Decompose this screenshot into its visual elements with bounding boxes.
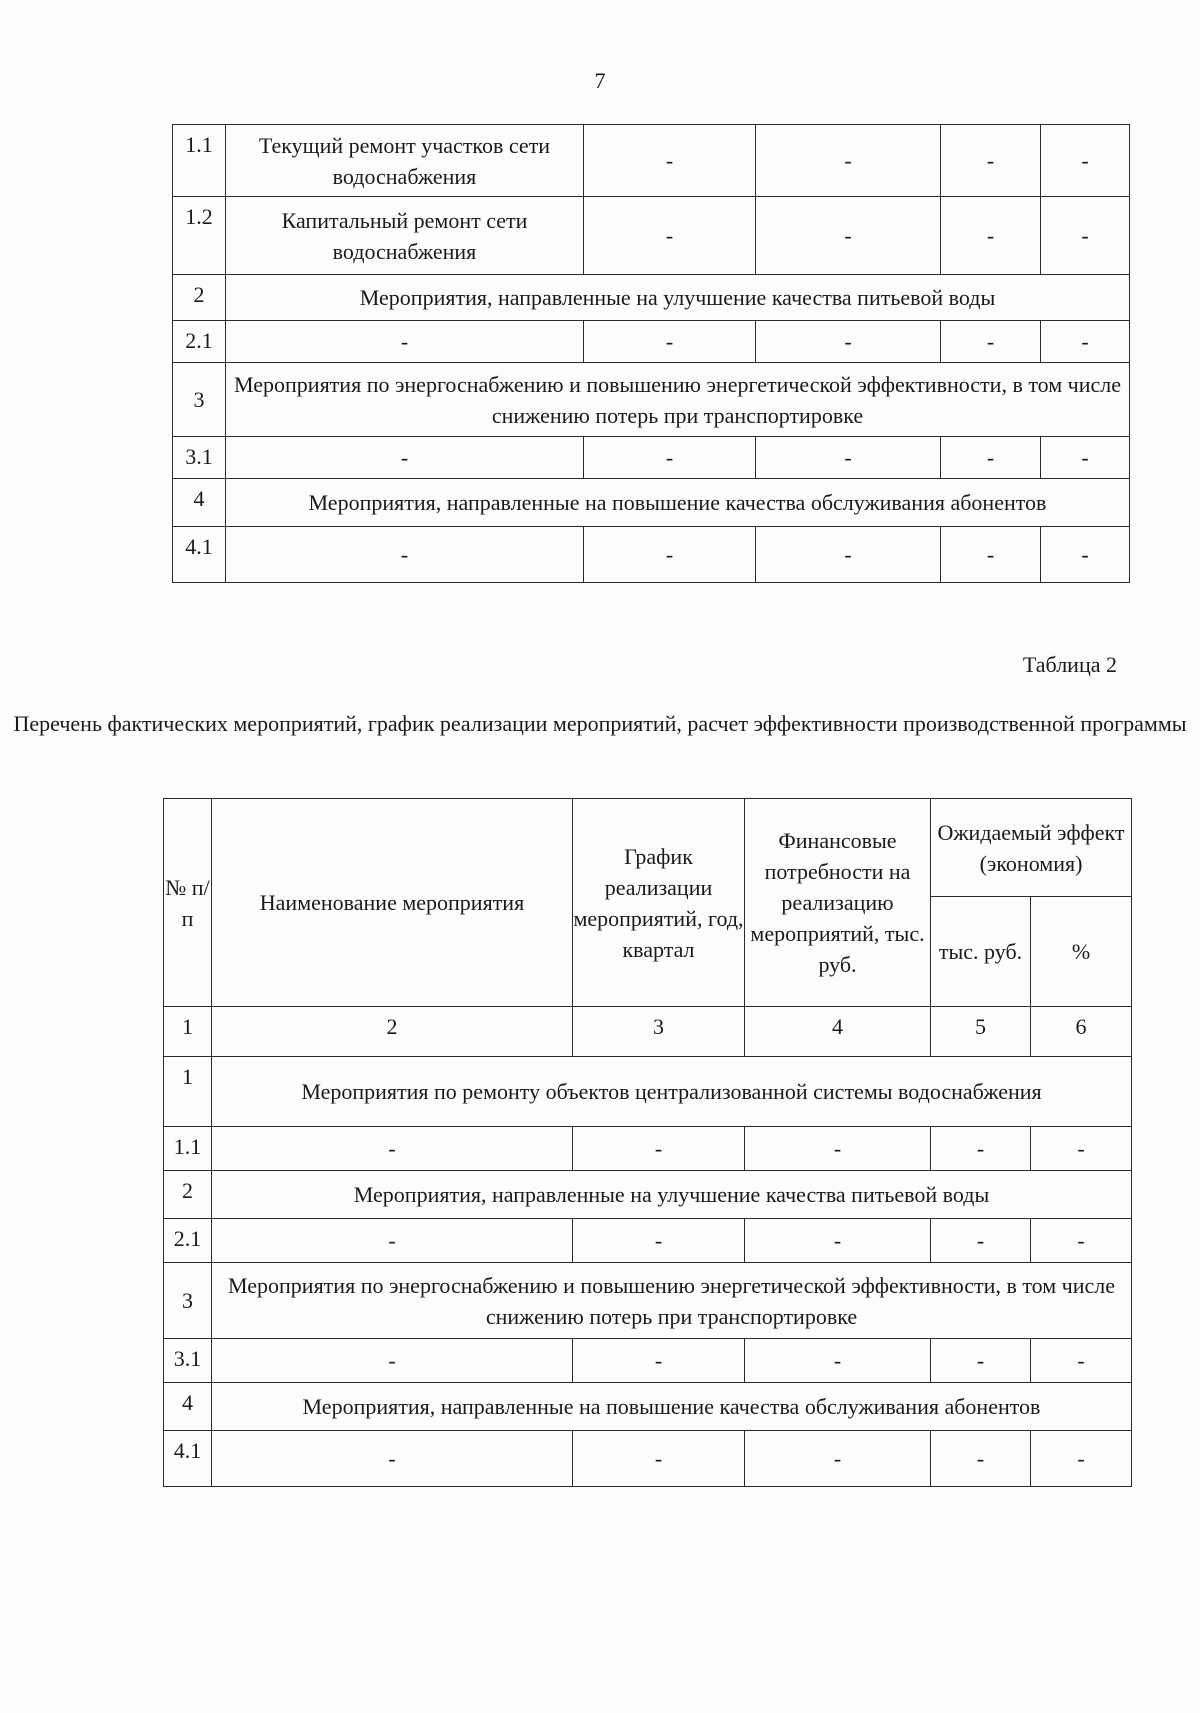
item-name: Текущий ремонт участков сети водоснабжения xyxy=(226,125,584,197)
header-effect-pct: % xyxy=(1031,897,1132,1007)
section-row xyxy=(173,363,1130,437)
item-name: - xyxy=(226,321,584,363)
schedule-cell: - xyxy=(584,197,756,275)
item-name: - xyxy=(212,1339,573,1383)
section-row xyxy=(164,1057,1132,1127)
item-name: - xyxy=(212,1219,573,1263)
effect-rub-cell: - xyxy=(931,1127,1031,1171)
item-name: - xyxy=(226,527,584,583)
section-title: Мероприятия, направленные на повышение качества обслуживания абонентов xyxy=(226,479,1130,527)
finance-cell: - xyxy=(756,197,941,275)
table-row xyxy=(173,197,1130,275)
column-number: 6 xyxy=(1031,1007,1132,1057)
header-schedule: График реализации мероприятий, год, квартал xyxy=(573,799,745,1007)
schedule-cell: - xyxy=(573,1431,745,1487)
row-number: 1.1 xyxy=(173,125,226,197)
schedule-cell: - xyxy=(584,125,756,197)
section-row xyxy=(173,479,1130,527)
row-number: 2.1 xyxy=(164,1219,212,1263)
table-row xyxy=(164,1431,1132,1487)
table-2 xyxy=(163,798,1132,1487)
table-2-caption: Таблица 2 xyxy=(1022,652,1117,677)
row-number: 1 xyxy=(164,1057,212,1127)
section-row xyxy=(173,275,1130,321)
section-title: Мероприятия по энергоснабжению и повышению энергетической эффективности, в том числе снижению потерь при транспортировке xyxy=(226,363,1130,437)
item-name: - xyxy=(226,437,584,479)
schedule-cell: - xyxy=(584,321,756,363)
row-number: 2.1 xyxy=(173,321,226,363)
finance-cell: - xyxy=(756,527,941,583)
section-title: Мероприятия, направленные на улучшение качества питьевой воды xyxy=(226,275,1130,321)
row-number: 3.1 xyxy=(164,1339,212,1383)
effect-pct-cell: - xyxy=(1041,437,1130,479)
row-number: 4 xyxy=(173,479,226,527)
header-num: № п/ п xyxy=(164,799,212,1007)
column-number: 4 xyxy=(745,1007,931,1057)
row-number: 1.1 xyxy=(164,1127,212,1171)
section-title: Мероприятия, направленные на улучшение качества питьевой воды xyxy=(212,1171,1132,1219)
effect-pct-cell: - xyxy=(1041,527,1130,583)
finance-cell: - xyxy=(745,1127,931,1171)
table-row xyxy=(173,437,1130,479)
header-effect: Ожидаемый эффект (экономия) xyxy=(931,799,1132,897)
column-number: 3 xyxy=(573,1007,745,1057)
header-effect-rub: тыс. руб. xyxy=(931,897,1031,1007)
finance-cell: - xyxy=(745,1219,931,1263)
table-row xyxy=(173,125,1130,197)
effect-rub-cell: - xyxy=(941,437,1041,479)
table-row xyxy=(173,527,1130,583)
schedule-cell: - xyxy=(584,437,756,479)
effect-rub-cell: - xyxy=(941,527,1041,583)
item-name: - xyxy=(212,1431,573,1487)
finance-cell: - xyxy=(756,321,941,363)
table-row xyxy=(164,1339,1132,1383)
row-number: 3.1 xyxy=(173,437,226,479)
finance-cell: - xyxy=(756,125,941,197)
item-name: - xyxy=(212,1127,573,1171)
section-title: Мероприятия, направленные на повышение качества обслуживания абонентов xyxy=(212,1383,1132,1431)
table-2-title: Перечень фактических мероприятий, график реализации мероприятий, расчет эффективности производственной программы xyxy=(13,711,1187,736)
row-number: 1.2 xyxy=(173,197,226,275)
table-1 xyxy=(172,124,1130,583)
schedule-cell: - xyxy=(573,1339,745,1383)
effect-pct-cell: - xyxy=(1031,1219,1132,1263)
schedule-cell: - xyxy=(573,1127,745,1171)
finance-cell: - xyxy=(745,1431,931,1487)
effect-pct-cell: - xyxy=(1041,125,1130,197)
section-row xyxy=(164,1263,1132,1339)
table-row xyxy=(164,1127,1132,1171)
item-name: Капитальный ремонт сети водоснабжения xyxy=(226,197,584,275)
schedule-cell: - xyxy=(584,527,756,583)
effect-rub-cell: - xyxy=(941,321,1041,363)
finance-cell: - xyxy=(756,437,941,479)
section-title: Мероприятия по энергоснабжению и повышению энергетической эффективности, в том числе снижению потерь при транспортировке xyxy=(212,1263,1132,1339)
column-number: 1 xyxy=(164,1007,212,1057)
row-number: 2 xyxy=(173,275,226,321)
header-name: Наименование мероприятия xyxy=(212,799,573,1007)
section-title: Мероприятия по ремонту объектов централизованной системы водоснабжения xyxy=(212,1057,1132,1127)
table-row xyxy=(173,321,1130,363)
row-number: 3 xyxy=(173,363,226,437)
effect-pct-cell: - xyxy=(1041,321,1130,363)
finance-cell: - xyxy=(745,1339,931,1383)
effect-pct-cell: - xyxy=(1031,1127,1132,1171)
header-finance: Финансовые потребности на реализацию мероприятий, тыс. руб. xyxy=(745,799,931,1007)
schedule-cell: - xyxy=(573,1219,745,1263)
section-row xyxy=(164,1171,1132,1219)
effect-rub-cell: - xyxy=(941,197,1041,275)
effect-rub-cell: - xyxy=(931,1431,1031,1487)
column-number: 5 xyxy=(931,1007,1031,1057)
column-number: 2 xyxy=(212,1007,573,1057)
effect-rub-cell: - xyxy=(931,1219,1031,1263)
table-row xyxy=(164,1219,1132,1263)
row-number: 2 xyxy=(164,1171,212,1219)
row-number: 4.1 xyxy=(173,527,226,583)
effect-pct-cell: - xyxy=(1031,1339,1132,1383)
row-number: 4.1 xyxy=(164,1431,212,1487)
effect-pct-cell: - xyxy=(1031,1431,1132,1487)
effect-rub-cell: - xyxy=(941,125,1041,197)
row-number: 3 xyxy=(164,1263,212,1339)
section-row xyxy=(164,1383,1132,1431)
page-number: 7 xyxy=(594,68,606,93)
effect-rub-cell: - xyxy=(931,1339,1031,1383)
effect-pct-cell: - xyxy=(1041,197,1130,275)
row-number: 4 xyxy=(164,1383,212,1431)
